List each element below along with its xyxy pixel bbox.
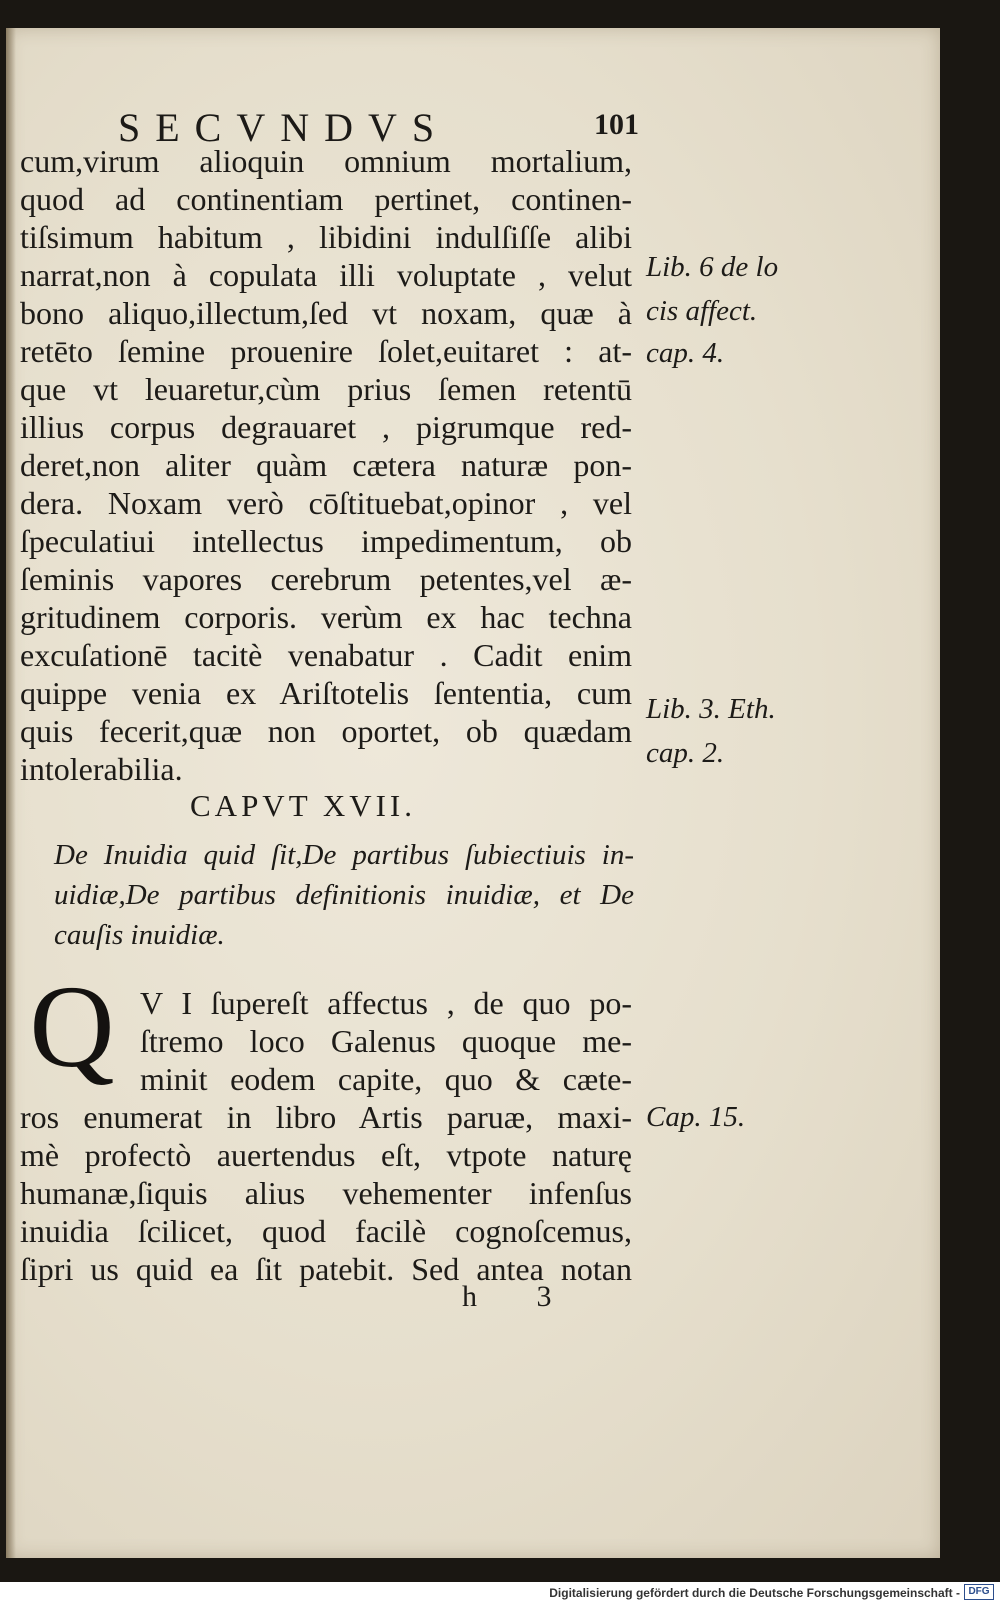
body-line: que vt leuaretur,cùm prius ſemen retentū	[20, 371, 632, 407]
body-line: bono aliquo,illectum,ſed vt noxam, quæ à	[20, 295, 632, 331]
body-line: quod ad continentiam pertinet, continen-	[20, 181, 632, 217]
body-line: ſipri us quid ea ſit patebit. Sed antea notan	[20, 1251, 632, 1287]
signature-mark: h 3	[462, 1280, 578, 1313]
body-line: mè profectò auertendus eſt, vtpote naturę	[20, 1137, 632, 1173]
page-number: 101	[594, 108, 639, 141]
body-line: tiſsimum habitum , libidini indulſiſſe alibi	[20, 219, 632, 255]
body-line: retēto ſemine prouenire ſolet,euitaret : at-	[20, 333, 632, 369]
page-binding-edge	[6, 28, 16, 1558]
dfg-logo: DFG	[964, 1584, 994, 1600]
running-head: SECVNDVS	[118, 105, 450, 150]
marginal-note: cis affect.	[646, 295, 758, 327]
body-line: deret,non aliter quàm cætera naturæ pon-	[20, 447, 632, 483]
body-line: narrat,non à copulata illi voluptate , velut	[20, 257, 632, 293]
chapter-summary-line: uidiæ,De partibus definitionis inuidiæ, et De	[54, 879, 634, 911]
marginal-note: Lib. 6 de lo	[646, 251, 779, 283]
body-line: cum,virum alioquin omnium mortalium,	[20, 143, 632, 179]
body-line: ſeminis vapores cerebrum petentes,vel æ-	[20, 561, 632, 597]
chapter-summary-line: cauſis inuidiæ.	[54, 919, 225, 951]
body-line: illius corpus degrauaret , pigrumque red-	[20, 409, 632, 445]
body-line: V I ſupereſt affectus , de quo po-	[140, 985, 632, 1021]
marginal-note: cap. 4.	[646, 337, 725, 369]
body-line: quippe venia ex Ariſtotelis ſententia, cum	[20, 675, 632, 711]
body-line: ſtremo loco Galenus quoque me-	[140, 1023, 632, 1059]
body-line: dera. Noxam verò cōſtituebat,opinor , vel	[20, 485, 632, 521]
body-line: minit eodem capite, quo & cæte-	[140, 1061, 632, 1097]
digitization-credit: Digitalisierung gefördert durch die Deutsche Forschungsgemeinschaft -	[549, 1586, 960, 1600]
body-line: quis fecerit,quæ non oportet, ob quædam	[20, 713, 632, 749]
chapter-summary-line: De Inuidia quid ſit,De partibus ſubiectiuis in-	[54, 839, 634, 871]
chapter-heading: CAPVT XVII.	[190, 788, 416, 823]
body-line: excuſationē tacitè venabatur . Cadit enim	[20, 637, 632, 673]
marginal-note: cap. 2.	[646, 737, 725, 769]
body-line: ſpeculatiui intellectus impedimentum, ob	[20, 523, 632, 559]
body-line: humanæ,ſiquis alius vehementer infenſus	[20, 1175, 632, 1211]
body-line: intolerabilia.	[20, 751, 183, 787]
body-line: inuidia ſcilicet, quod facilè cognoſcemus,	[20, 1213, 632, 1249]
body-line: gritudinem corporis. verùm ex hac techna	[20, 599, 632, 635]
marginal-note: Cap. 15.	[646, 1101, 746, 1133]
body-line: ros enumerat in libro Artis paruæ, maxi-	[20, 1099, 632, 1135]
marginal-note: Lib. 3. Eth.	[646, 693, 776, 725]
drop-cap-initial: Q	[29, 961, 115, 1092]
